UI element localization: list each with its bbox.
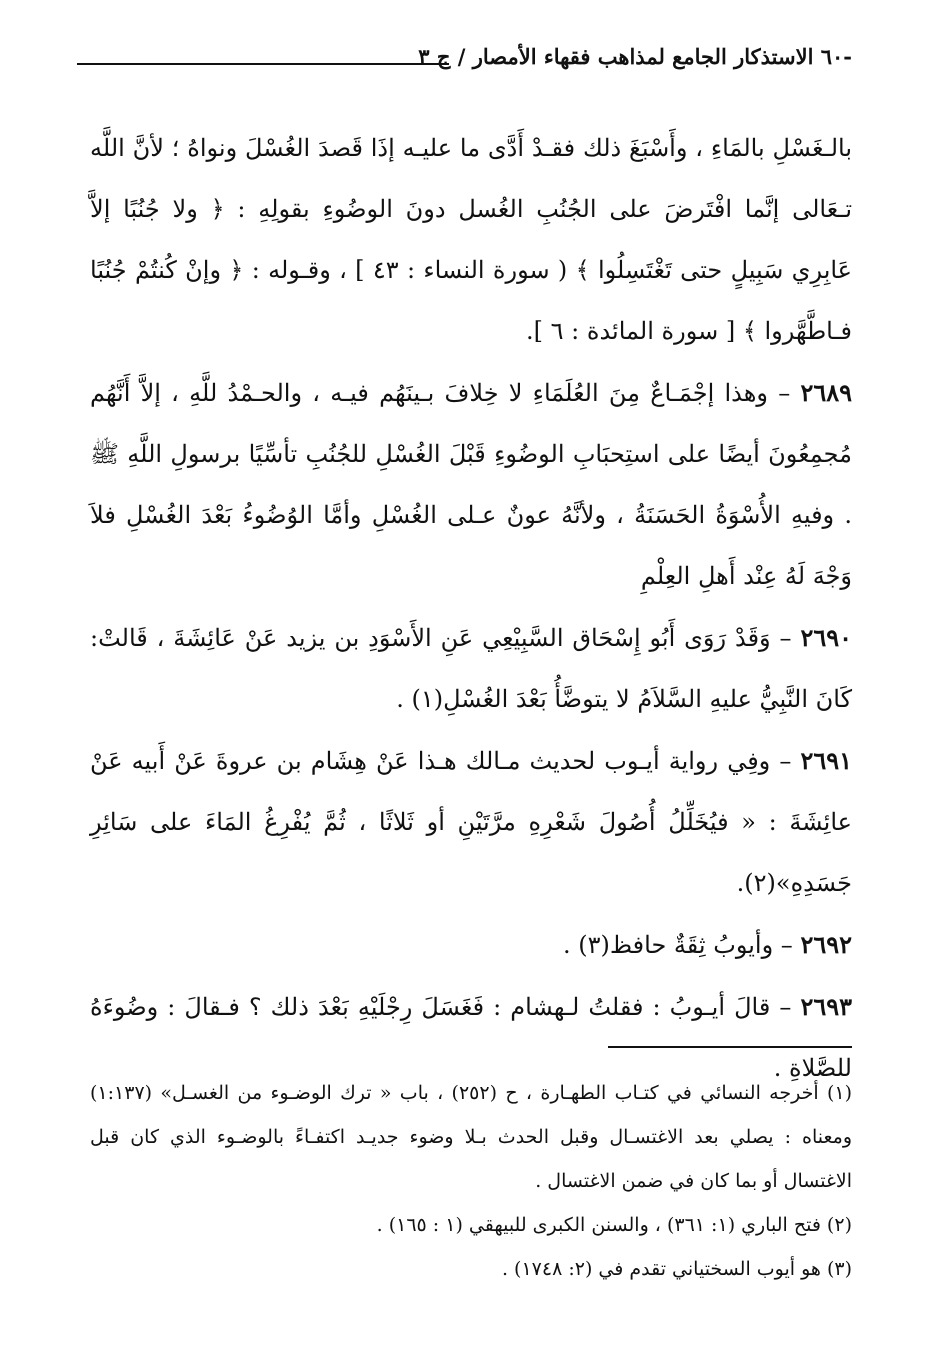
paragraph-number: ٢٦٩٣ [800, 992, 852, 1021]
main-text [90, 118, 852, 1099]
paragraph-2691 [90, 730, 852, 914]
paragraph-number: ٢٦٨٩ [800, 378, 852, 407]
footnotes [90, 1071, 852, 1291]
footnote-3: (٣) هو أيوب السختياني تقدم في (٢: ١٧٤٨) . [501, 1258, 852, 1280]
running-header [77, 44, 852, 84]
paragraph-text: – وَقَدْ رَوَى أَبُو إِسْحَاق السَّبِيْعِي عَنِ الأَسْوَدِ بن يزيد عَنْ عَائِشَةَ ، قَالتْ: كَانَ النَّبِيُّ عليهِ السَّلاَمُ لا يتوضَّأُ بَعْدَ الغُسْلِ(١) . [90, 624, 852, 713]
paragraph-continuation [90, 118, 852, 362]
paragraph-text: – وأيوبُ ثِقَةٌ حافظ(٣) . [563, 931, 793, 959]
footnote-1: (١) أخرجه النسائي في كتـاب الطهـارة ، ح (٢٥٢) ، باب « ترك الوضـوء من الغسـل» (١:١٣٧) ومعناه : يصلي بعد الاغتسـال وقبل الحدث بـلا وضوء جديـد اكتفـاءً بالوضـوء الذي كان قبل الاغتسال أو بما كان في ضمن الاغتسال . [90, 1082, 852, 1192]
header-rule [77, 63, 449, 65]
paragraph-2690 [90, 607, 852, 730]
paragraph-text: بالـغَسْلِ بالمَاءِ ، وأَسْبَغَ ذلك فقـدْ أَدَّى ما عليـه إذَا قَصدَ الغُسْلَ ونواهُ ؛ لأنَّ اللَّه تـعَالى إنَّما افْتَرضَ على الجُنُبِ الغُسل دونَ الوضُوءِ بقولِهِ : ﴿ ولا جُنُبًا إلاَّ عَابِرِي سَبِيلٍ حتى تَغْتَسِلُوا ﴾ ( سورة النساء : ٤٣ ] ، وقـوله : ﴿ وإنْ كُنتُمْ جُنُبًا فـاطَّهَّروا ﴾ [ سورة المائدة : ٦ ]. [90, 134, 853, 345]
paragraph-text: – قالَ أيـوبُ : فقلتُ لـهشام : فَغَسَلَ رِجْلَيْهِ بَعْدَ ذلك ؟ فـقالَ : وضُوءَهُ للصَّلاةِ . [90, 993, 852, 1082]
paragraph-number: ٢٦٩٠ [800, 623, 852, 652]
header-title: -٦٠ الاستذكار الجامع لمذاهب فقهاء الأمصار / ج ٣ [418, 44, 852, 69]
paragraph-number: ٢٦٩١ [800, 746, 852, 775]
footnote-separator [608, 1046, 852, 1048]
paragraph-number: ٢٦٩٢ [800, 930, 852, 959]
paragraph-text: – وفِي رواية أيـوب لحديث مـالك هـذا عَنْ هِشَام بن عروةَ عَنْ أَبيه عَنْ عائِشَةَ : « فيُخَلِّلُ أُصُولَ شَعْرِهِ مرَّتَيْنِ أو ثَلاثًا ، ثُمَّ يُفْرِغُ المَاءَ على سَائِرِ جَسَدِهِ»(٢). [90, 747, 852, 897]
paragraph-2689 [90, 362, 852, 607]
paragraph-2692 [90, 914, 852, 976]
paragraph-text: – وهذا إجْمَـاعٌ مِنَ العُلَمَاءِ لا خِلافَ بـينَهُم فيـه ، والحـمْدُ للَّهِ ، إلاَّ أَنَّهُم مُجمِعُونَ أيضًا على استِحبَابِ الوضُوءِ قَبْلَ الغُسْلِ للجُنُبِ تأسِّيًا برسولِ اللَّهِ ﷺ . وفيهِ الأُسْوَةُ الحَسَنَةُ ، ولأنَّهُ عونٌ عـلى الغُسْلِ وأمَّا الوُضُوءُ بَعْدَ الغُسْلِ فلاَ وَجْهَ لَهُ عِنْد أَهلِ العِلْمِ [90, 379, 852, 590]
footnote-2: (٢) فتح الباري (١: ٣٦١) ، والسنن الكبرى للبيهقي (١ : ١٦٥) . [376, 1214, 852, 1236]
